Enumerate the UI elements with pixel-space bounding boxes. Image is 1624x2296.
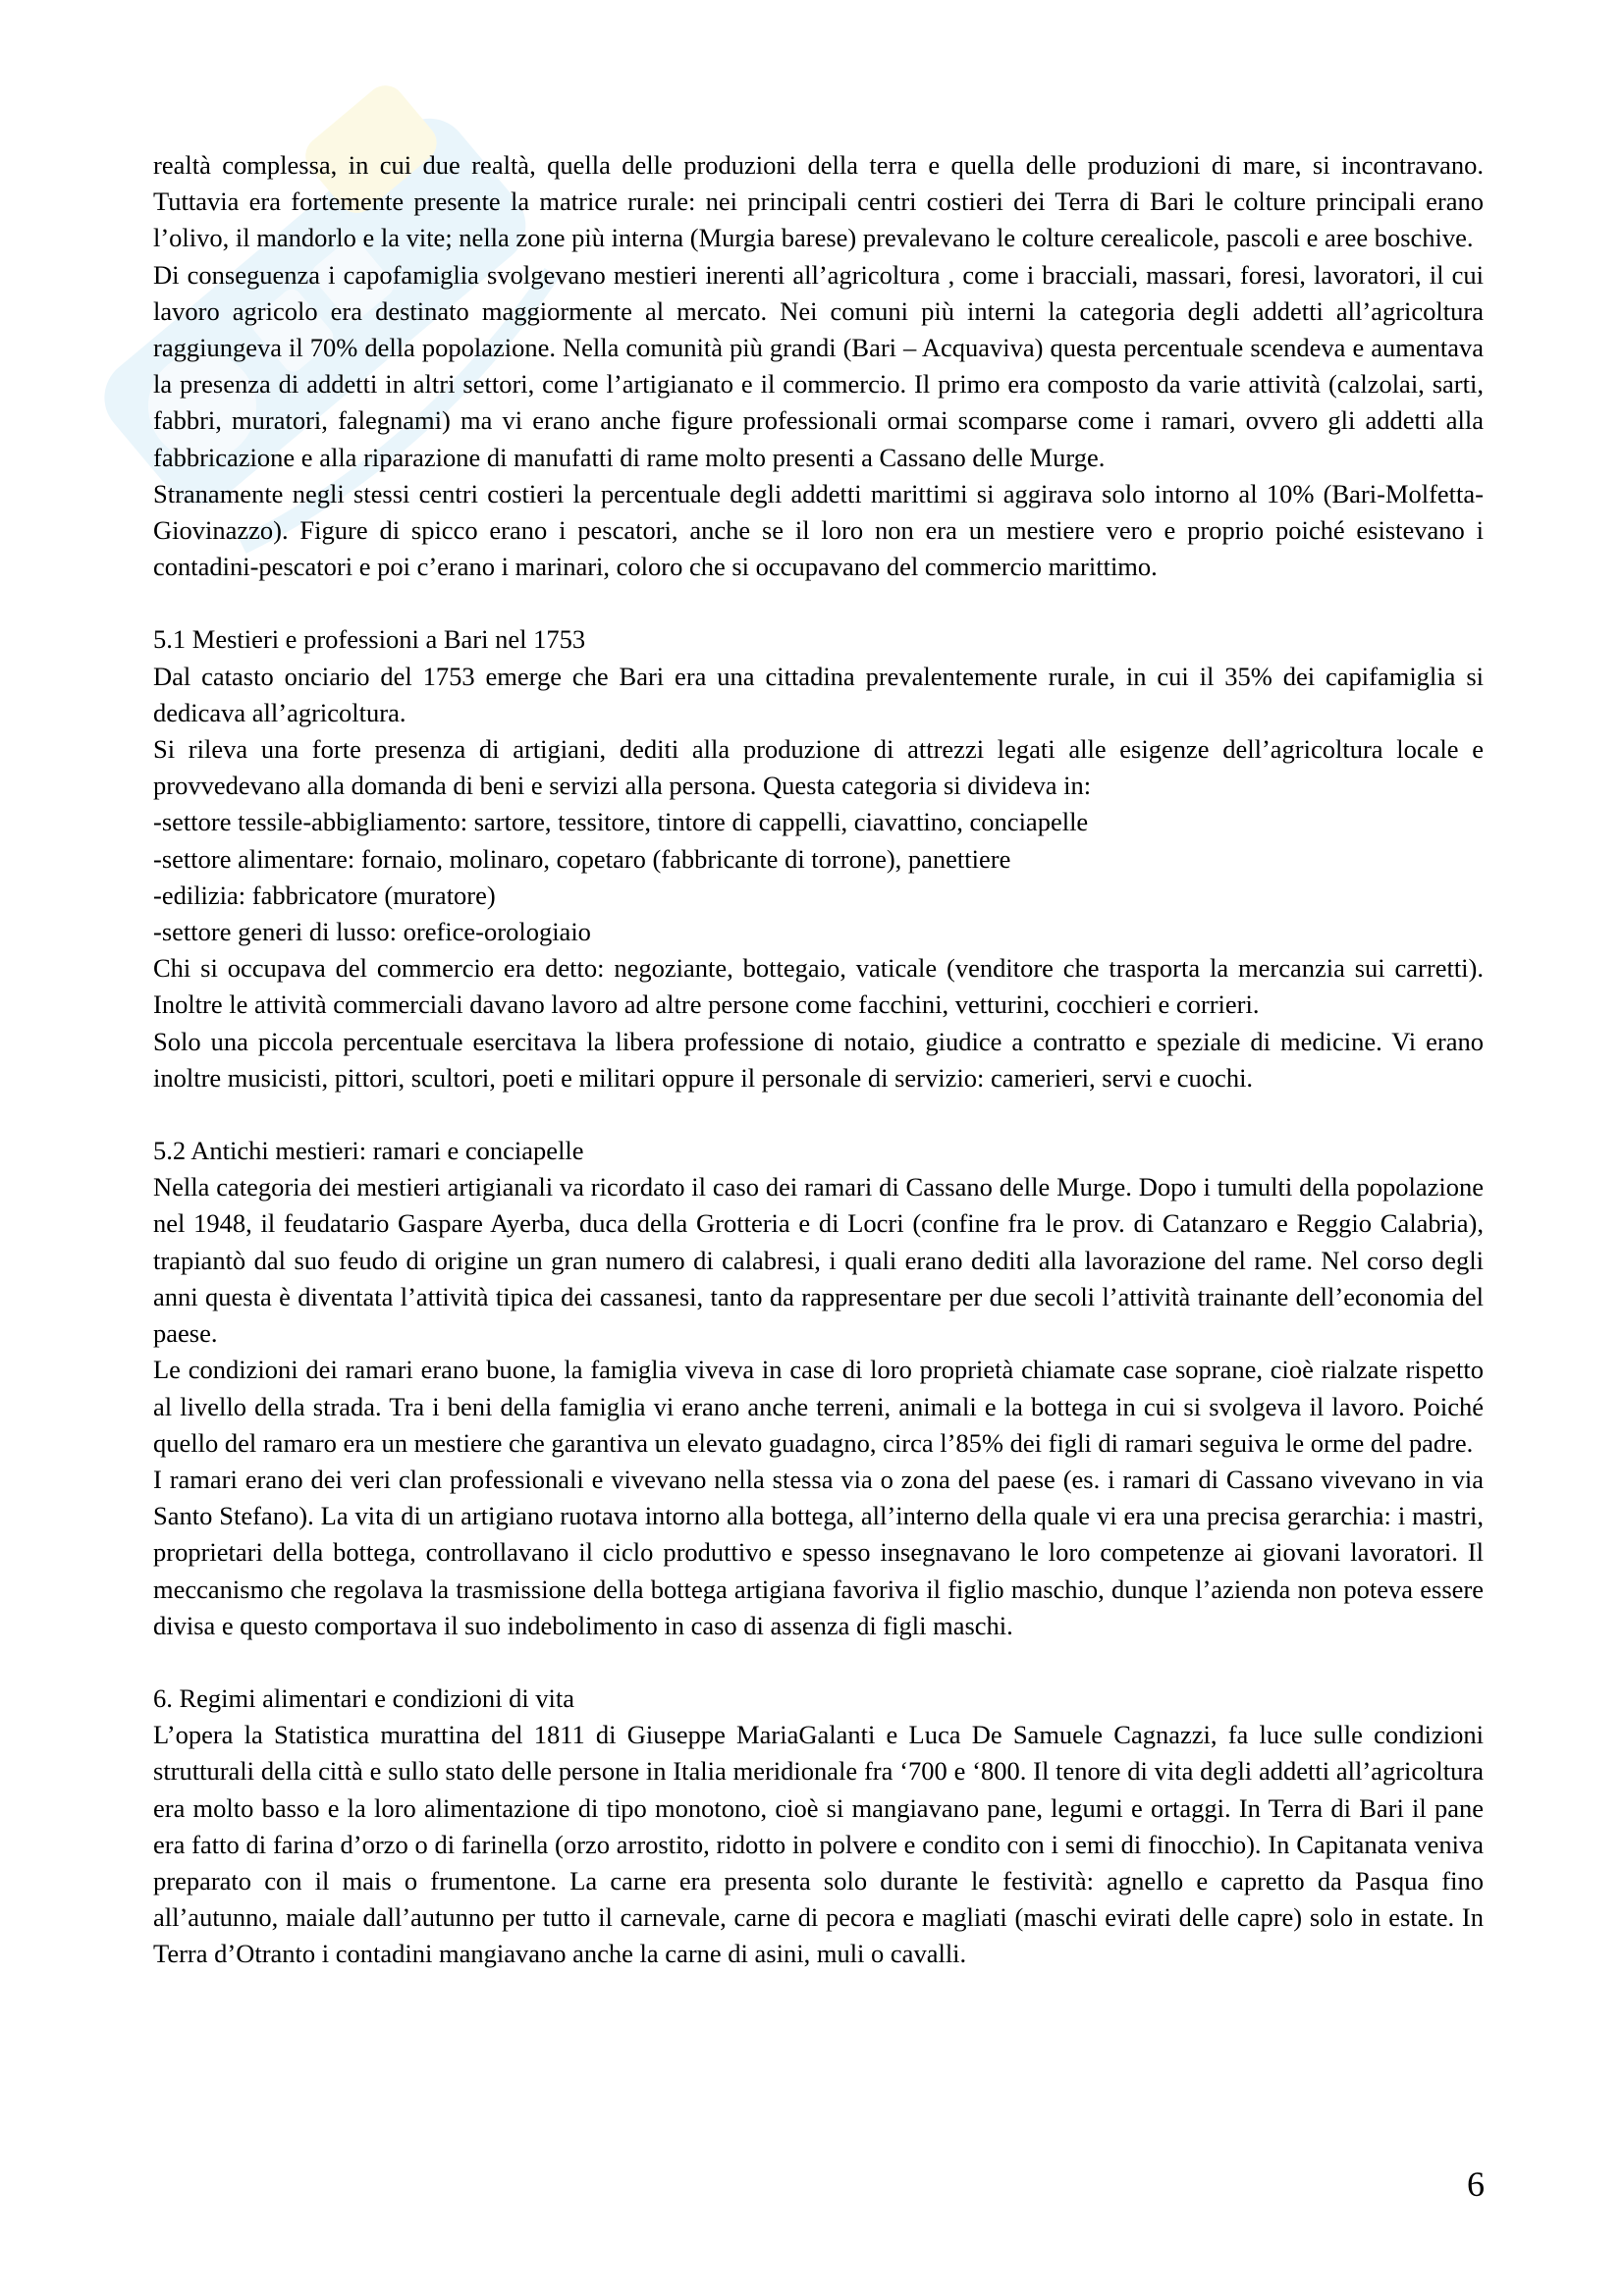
section-heading: 6. Regimi alimentari e condizioni di vita [153, 1682, 575, 1713]
paragraph: Di conseguenza i capofamiglia svolgevano mestieri inerenti all’agricoltura , come i bracciali, massari, foresi, lavoratori, il cui lavoro agricolo era destinato maggiormente al mercato. Nei comuni più interni la categoria degli addetti all’agricoltura raggiungeva il 70% della popolazione. Nella comunità più grandi (Bari – Acquaviva) questa percentuale scendeva e aumentava la presenza di addetti in altri settori, come l’artigianato e il commercio. Il primo era composto da varie attività (calzolai, sarti, fabbri, muratori, falegnami) ma vi erano anche figure professionali ormai scomparse come i ramari, ovvero gli addetti alla fabbricazione e alla riparazione di manufatti di rame molto presenti a Cassano delle Murge. [153, 259, 1484, 472]
section-heading: 5.1 Mestieri e professioni a Bari nel 1753 [153, 624, 586, 655]
section-6 [153, 1681, 1484, 1973]
intro-section [153, 147, 1484, 585]
paragraph: realtà complessa, in cui due realtà, quella delle produzioni della terra e quella delle produzioni di mare, si incontravano. Tuttavia era fortemente presente la matrice rurale: nei principali centri costieri dei Terra di Bari le colture principali erano l’olivo, il mandorlo e la vite; nella zone più interna (Murgia barese) prevalevano le colture cerealicole, pascoli e aree boschive. [153, 150, 1484, 253]
paragraph: L’opera la Statistica murattina del 1811 di Giuseppe MariaGalanti e Luca De Samuele Cagnazzi, fa luce sulle condizioni strutturali della città e sullo stato delle persone in Italia meridionale fra ‘700 e ‘800. Il tenore di vita degli addetti all’agricoltura era molto basso e la loro alimentazione di tipo monotono, cioè si mangiavano pane, legumi e ortaggi. In Terra di Bari il pane era fatto di farina d’orzo o di farinella (orzo arrostito, ridotto in polvere e condito con i semi di finocchio). In Capitanata veniva preparato con il mais o frumentone. La carne era presenta solo durante le festività: agnello e capretto da Pasqua fino all’autunno, maiale dall’autunno per tutto il carnevale, carne di pecora e magliati (maschi evirati delle capre) solo in estate. In Terra d’Otranto i contadini mangiavano anche la carne di asini, muli o cavalli. [153, 1720, 1484, 1969]
section-heading: 5.2 Antichi mestieri: ramari e conciapelle [153, 1136, 584, 1166]
paragraph: Stranamente negli stessi centri costieri la percentuale degli addetti marittimi si aggirava solo intorno al 10% (Bari-Molfetta-Giovinazzo). Figure di spicco erano i pescatori, anche se il loro non era un mestiere vero e proprio poiché esistevano i contadini-pescatori e poi c’erano i marinari, coloro che si occupavano del commercio marittimo. [153, 478, 1484, 582]
list-item: -settore tessile-abbigliamento: sartore, tessitore, tintore di cappelli, ciavattino, conciapelle [153, 807, 1089, 837]
paragraph: Si rileva una forte presenza di artigiani, dediti alla produzione di attrezzi legati alle esigenze dell’agricoltura locale e provvedevano alla domanda di beni e servizi alla persona. Questa categoria si divideva in: [153, 734, 1484, 801]
paragraph: Solo una piccola percentuale esercitava la libera professione di notaio, giudice a contratto e speziale di medicine. Vi erano inoltre musicisti, pittori, scultori, poeti e militari oppure il personale di servizio: camerieri, servi e cuochi. [153, 1026, 1484, 1093]
paragraph: Chi si occupava del commercio era detto: negoziante, bottegaio, vaticale (venditore che trasporta la mercanzia sui carretti). Inoltre le attività commerciali davano lavoro ad altre persone come facchini, vetturini, cocchieri e corrieri. [153, 953, 1484, 1020]
paragraph: I ramari erano dei veri clan professionali e vivevano nella stessa via o zona del paese (es. i ramari di Cassano vivevano in via Santo Stefano). La vita di un artigiano ruotava intorno alla bottega, all’interno della quale vi era una precisa gerarchia: i mastri, proprietari della bottega, controllavano il ciclo produttivo e spesso insegnavano le loro competenze ai giovani lavoratori. Il meccanismo che regolava la trasmissione della bottega artigiana favoriva il figlio maschio, dunque l’azienda non poteva essere divisa e questo comportava il suo indebolimento in caso di assenza di figli maschi. [153, 1464, 1484, 1640]
document-body [153, 147, 1484, 1973]
section-5-1 [153, 621, 1484, 1096]
paragraph: Nella categoria dei mestieri artigianali va ricordato il caso dei ramari di Cassano delle Murge. Dopo i tumulti della popolazione nel 1948, il feudatario Gaspare Ayerba, duca della Grotteria e di Locri (confine fra le prov. di Catanzaro e Reggio Calabria), trapiantò dal suo feudo di origine un gran numero di calabresi, i quali erano dediti alla lavorazione del rame. Nel corso degli anni questa è diventata l’attività tipica dei cassanesi, tanto da rappresentare per due secoli l’attività trainante dell’economia del paese. [153, 1172, 1484, 1349]
list-item: -settore generi di lusso: orefice-orologiaio [153, 917, 591, 947]
paragraph: Le condizioni dei ramari erano buone, la famiglia viveva in case di loro proprietà chiamate case soprane, cioè rialzate rispetto al livello della strada. Tra i beni della famiglia vi erano anche terreni, animali e la bottega in cui si svolgeva il lavoro. Poiché quello del ramaro era un mestiere che garantiva un elevato guadagno, circa l’85% dei figli di ramari seguiva le orme del padre. [153, 1355, 1484, 1458]
paragraph: Dal catasto onciario del 1753 emerge che Bari era una cittadina prevalentemente rurale, in cui il 35% dei capifamiglia si dedicava all’agricoltura. [153, 661, 1484, 727]
section-5-2 [153, 1133, 1484, 1644]
list-item: -edilizia: fabbricatore (muratore) [153, 880, 496, 910]
page-number: 6 [1467, 2164, 1485, 2204]
list-item: -settore alimentare: fornaio, molinaro, copetaro (fabbricante di torrone), panettiere [153, 843, 1011, 874]
